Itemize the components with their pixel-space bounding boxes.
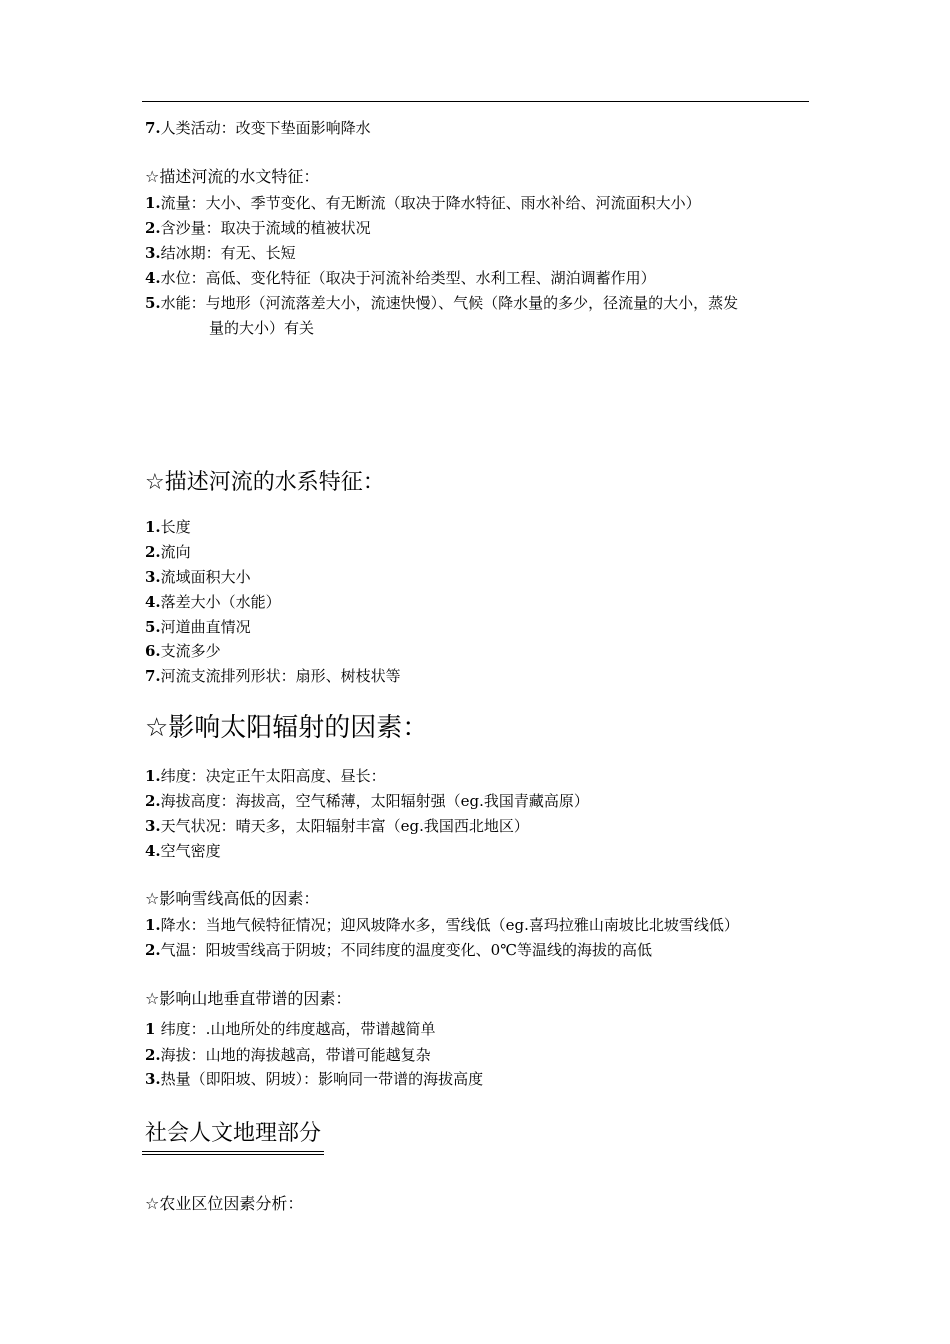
list-item: 2.流向 (145, 543, 191, 561)
list-item: 4.空气密度 (145, 842, 221, 860)
heading-snowline-factors: ☆影响雪线高低的因素： (145, 889, 320, 908)
list-item: 3.天气状况：晴天多，太阳辐射丰富（eg.我国西北地区） (145, 817, 529, 835)
list-item: 3.结冰期：有无、长短 (145, 244, 296, 262)
list-item-continuation: 量的大小）有关 (209, 319, 315, 337)
list-item: 3.流域面积大小 (145, 568, 251, 586)
list-item: 1.降水：当地气候特征情况；迎风坡降水多，雪线低（eg.喜玛拉雅山南坡比北坡雪线低） (145, 916, 739, 934)
list-item: 4.落差大小（水能） (145, 593, 281, 611)
header-rule (142, 101, 809, 102)
heading-river-system-features: ☆描述河流的水系特征： (145, 470, 385, 495)
heading-agriculture-location-factors: ☆农业区位因素分析： (145, 1194, 304, 1213)
heading-solar-radiation-factors: ☆影响太阳辐射的因素： (145, 713, 429, 743)
list-item: 1.纬度：决定正午太阳高度、昼长： (145, 767, 386, 785)
list-item: 1.流量：大小、季节变化、有无断流（取决于降水特征、雨水补给、河流面积大小） (145, 194, 701, 212)
list-item: 2.海拔：山地的海拔越高，带谱可能越复杂 (145, 1046, 431, 1064)
list-item: 7.河流支流排列形状：扇形、树枝状等 (145, 667, 401, 685)
list-item: 1 纬度：.山地所处的纬度越高，带谱越简单 (145, 1020, 436, 1038)
list-item: 5.水能：与地形（河流落差大小，流速快慢）、气候（降水量的多少，径流量的大小，蒸发 (145, 294, 739, 312)
part-title-underline (142, 1151, 324, 1155)
list-item: 2.含沙量：取决于流域的植被状况 (145, 219, 371, 237)
heading-hydrological-features: ☆描述河流的水文特征： (145, 167, 320, 186)
list-item: 2.气温：阳坡雪线高于阴坡；不同纬度的温度变化、0℃等温线的海拔的高低 (145, 941, 652, 959)
list-item: 1.长度 (145, 518, 191, 536)
list-item: 6.支流多少 (145, 642, 221, 660)
part-title-human-geography: 社会人文地理部分 (145, 1121, 322, 1146)
list-item: 2.海拔高度：海拔高，空气稀薄，太阳辐射强（eg.我国青藏高原） (145, 792, 589, 810)
list-item: 3.热量（即阳坡、阴坡）：影响同一带谱的海拔高度 (145, 1070, 484, 1088)
list-item: 5.河道曲直情况 (145, 618, 251, 636)
list-item: 4.水位：高低、变化特征（取决于河流补给类型、水利工程、湖泊调蓄作用） (145, 269, 656, 287)
heading-vertical-zonation-factors: ☆影响山地垂直带谱的因素： (145, 989, 352, 1008)
text-line-human-activity: 7.人类活动：改变下垫面影响降水 (145, 119, 371, 137)
